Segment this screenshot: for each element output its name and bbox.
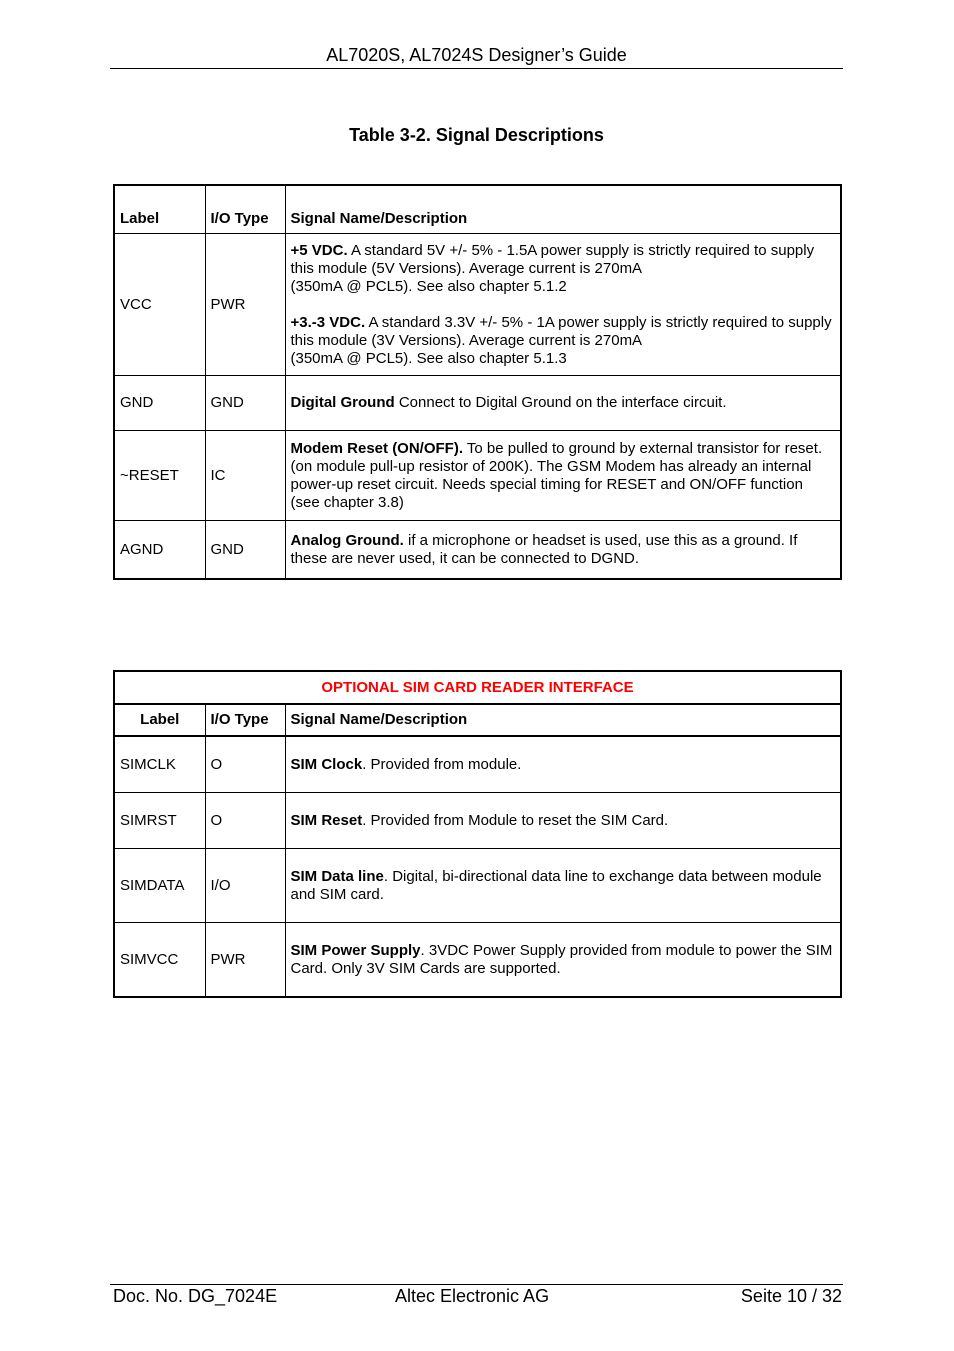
- table-row: [114, 793, 841, 849]
- table-row: [114, 521, 841, 580]
- description-text: A standard 5V +/- 5% - 1.5A power supply is strictly required to supply this module (5V Versions). Average current is 270mA: [290, 241, 815, 277]
- footer-company: Altec Electronic AG: [395, 1286, 550, 1306]
- table-row: [114, 923, 841, 998]
- footer-page-number: Seite 10 / 32: [740, 1286, 842, 1306]
- table-caption: Table 3-2. Signal Descriptions: [349, 125, 604, 145]
- description-bold: SIM Reset: [290, 811, 363, 829]
- header-divider: [110, 68, 843, 69]
- description-text: . 3VDC Power Supply provided from module to power the SIM Card. Only 3V SIM Cards are supported.: [290, 941, 833, 977]
- table-title-row: [114, 671, 841, 704]
- signal-label: SIMDATA: [114, 849, 205, 923]
- signal-label: VCC: [114, 234, 205, 376]
- signal-description: [285, 521, 841, 580]
- signal-io-type: PWR: [205, 923, 285, 998]
- footer-divider: [110, 1284, 843, 1285]
- description-bold: +3.-3 VDC.: [290, 313, 366, 331]
- sim-interface-table: [113, 670, 842, 998]
- signal-io-type: IC: [205, 431, 285, 521]
- signal-io-type: O: [205, 793, 285, 849]
- description-text: A standard 3.3V +/- 5% - 1A power supply is strictly required to supply this module (3V Versions). Average current is 270mA: [290, 313, 832, 349]
- description-bold: Digital Ground: [290, 394, 395, 411]
- table-row: [114, 736, 841, 793]
- description-bold: SIM Power Supply: [290, 941, 421, 959]
- description-text: . Digital, bi-directional data line to exchange data between module and SIM card.: [290, 867, 822, 903]
- sim-table-title: OPTIONAL SIM CARD READER INTERFACE: [114, 671, 841, 704]
- signal-description: [285, 849, 841, 923]
- column-header-label: Label: [114, 704, 205, 736]
- table-row: [114, 431, 841, 521]
- column-header-description: Signal Name/Description: [285, 704, 841, 736]
- description-text: To be pulled to ground by external transistor for reset. (on module pull-up resistor of 200K). The GSM Modem has already an internal power-up reset circuit. Needs special timing for RESET and ON/OFF function (see chapter 3.8): [290, 439, 823, 511]
- signal-label: ~RESET: [114, 431, 205, 521]
- signal-description: [285, 234, 841, 376]
- signal-io-type: I/O: [205, 849, 285, 923]
- description-text: if a microphone or headset is used, use this as a ground. If these are never used, it can be connected to DGND.: [290, 531, 798, 567]
- signal-descriptions-table: [113, 184, 842, 580]
- signal-label: AGND: [114, 521, 205, 580]
- signal-label: SIMVCC: [114, 923, 205, 998]
- description-text: . Provided from Module to reset the SIM Card.: [362, 811, 669, 829]
- signal-io-type: GND: [205, 521, 285, 580]
- description-bold: Analog Ground.: [290, 531, 404, 549]
- description-bold: +5 VDC.: [290, 241, 348, 259]
- table-row: [114, 849, 841, 923]
- table-header-row: [114, 185, 841, 234]
- signal-description: [285, 376, 841, 431]
- signal-label: GND: [114, 376, 205, 431]
- footer-doc-number: Doc. No. DG_7024E: [113, 1286, 278, 1306]
- description-bold: Modem Reset (ON/OFF).: [290, 439, 464, 457]
- column-header-label: Label: [114, 185, 205, 234]
- signal-label: SIMCLK: [114, 736, 205, 793]
- table-row: [114, 234, 841, 376]
- signal-description: [285, 793, 841, 849]
- column-header-io-type: I/O Type: [205, 704, 285, 736]
- signal-io-type: O: [205, 736, 285, 793]
- signal-description: [285, 736, 841, 793]
- table-row: [114, 376, 841, 431]
- signal-io-type: GND: [205, 376, 285, 431]
- description-text: (350mA @ PCL5). See also chapter 5.1.2: [290, 277, 567, 295]
- column-header-io-type: I/O Type: [205, 185, 285, 234]
- description-bold: SIM Clock: [290, 755, 363, 773]
- description-text: (350mA @ PCL5). See also chapter 5.1.3: [290, 349, 567, 367]
- table-header-row: [114, 704, 841, 736]
- column-header-description: Signal Name/Description: [285, 185, 841, 234]
- signal-description: [285, 923, 841, 998]
- description-bold: SIM Data line: [290, 867, 384, 885]
- description-text: Connect to Digital Ground on the interface circuit.: [394, 394, 727, 411]
- description-text: . Provided from module.: [362, 755, 522, 773]
- signal-label: SIMRST: [114, 793, 205, 849]
- signal-description: [285, 431, 841, 521]
- page-header-title: AL7020S, AL7024S Designer’s Guide: [326, 45, 627, 65]
- signal-io-type: PWR: [205, 234, 285, 376]
